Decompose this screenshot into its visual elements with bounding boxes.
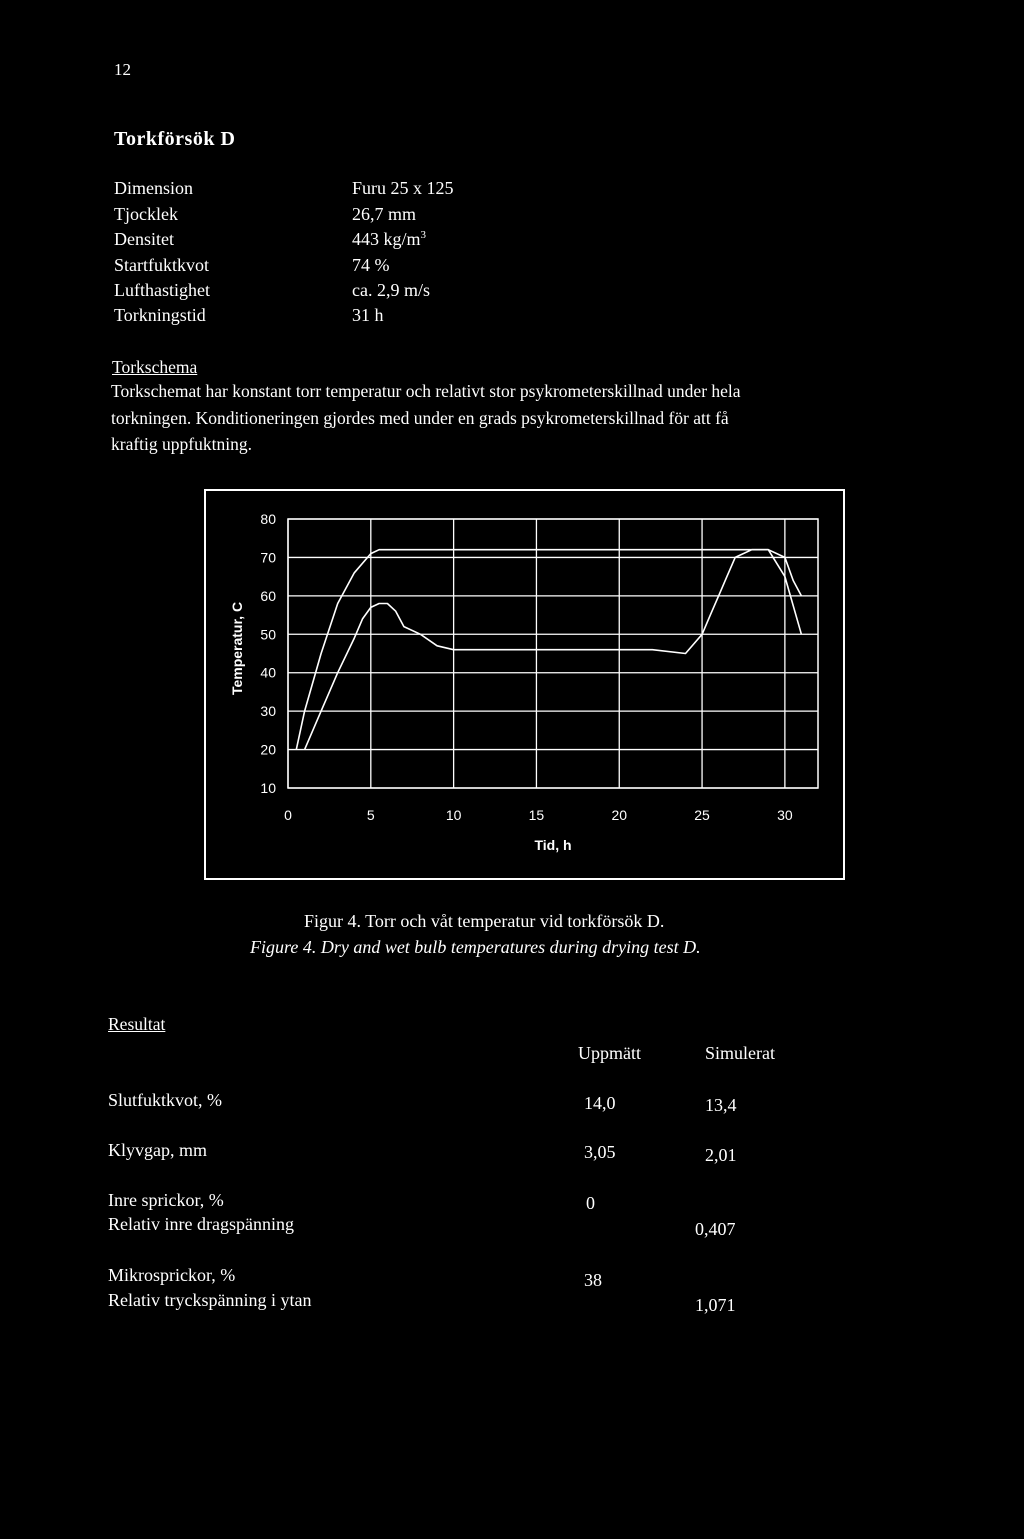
result-simulated: 2,01 xyxy=(705,1145,737,1165)
result-label: Inre sprickor, % xyxy=(108,1190,224,1210)
result-label: Mikrosprickor, % xyxy=(108,1265,236,1285)
result-label: Relativ tryckspänning i ytan xyxy=(108,1290,312,1310)
result-measured: 0 xyxy=(586,1193,595,1213)
x-tick-label: 25 xyxy=(694,807,710,823)
temperature-chart xyxy=(204,489,845,880)
spec-value: 31 h xyxy=(352,305,384,325)
page-number: 12 xyxy=(114,60,131,79)
spec-label: Dimension xyxy=(114,178,193,198)
schedule-line: kraftig uppfuktning. xyxy=(111,434,252,454)
y-tick-label: 20 xyxy=(260,741,276,758)
spec-label: Torkningstid xyxy=(114,305,206,325)
result-label: Relativ inre dragspänning xyxy=(108,1214,294,1234)
schedule-line: torkningen. Konditioneringen gjordes med under en grads psykrometerskillnad för att få xyxy=(111,408,729,428)
schedule-heading: Torkschema xyxy=(112,357,198,377)
x-axis-label: Tid, h xyxy=(534,837,572,853)
result-label: Klyvgap, mm xyxy=(108,1140,207,1160)
plot-area-border xyxy=(288,519,818,788)
y-tick-label: 80 xyxy=(260,511,276,527)
spec-value: 443 $kg/m^3$ xyxy=(352,229,427,249)
y-axis-label: Temperatur, C xyxy=(229,601,245,696)
results-heading: Resultat xyxy=(108,1014,166,1034)
result-simulated: 13,4 xyxy=(705,1095,737,1115)
x-tick-label: 5 xyxy=(366,807,375,823)
result-measured: 38 xyxy=(584,1270,602,1290)
column-header-simulated: Simulerat xyxy=(705,1043,775,1063)
unit-exponent: 3 xyxy=(420,229,427,241)
spec-label: Tjocklek xyxy=(114,204,178,224)
y-tick-label: 70 xyxy=(260,549,276,566)
spec-label: Lufthastighet xyxy=(114,280,210,300)
y-tick-label: 30 xyxy=(260,703,276,720)
figure-caption-sv: Figur 4. Torr och våt temperatur vid torkförsök D. xyxy=(304,911,665,931)
result-label: Slutfuktkvot, % xyxy=(108,1090,223,1110)
spec-label: Densitet xyxy=(114,229,174,249)
schedule-line: Torkschemat har konstant torr temperatur och relativt stor psykrometerskillnad under hela xyxy=(111,381,741,401)
figure-caption-en: Figure 4. Dry and wet bulb temperatures during drying test D. xyxy=(250,937,701,957)
x-tick-label: 20 xyxy=(611,807,628,823)
x-tick-label: 10 xyxy=(445,807,462,823)
x-tick-label: 15 xyxy=(528,807,545,823)
y-tick-label: 10 xyxy=(260,780,276,796)
spec-label: Startfuktkvot xyxy=(114,255,209,275)
column-header-measured: Uppmätt xyxy=(578,1043,641,1063)
result-simulated: 1,071 xyxy=(695,1295,736,1315)
result-measured: 14,0 xyxy=(584,1093,616,1113)
result-simulated: 0,407 xyxy=(695,1219,736,1239)
y-tick-label: 40 xyxy=(260,664,276,681)
spec-value: 74 % xyxy=(352,255,390,275)
y-tick-label: 50 xyxy=(260,626,276,643)
spec-value: ca. 2,9 m/s xyxy=(352,280,430,300)
result-measured: 3,05 xyxy=(584,1142,616,1162)
x-tick-label: 0 xyxy=(284,807,292,823)
section-title: Torkförsök D xyxy=(114,128,236,150)
spec-value: 26,7 mm xyxy=(352,204,417,224)
wet-bulb-series-line xyxy=(305,550,802,750)
y-tick-label: 60 xyxy=(260,587,276,604)
x-tick-label: 30 xyxy=(777,807,793,823)
spec-value: Furu 25 x 125 xyxy=(352,178,454,198)
